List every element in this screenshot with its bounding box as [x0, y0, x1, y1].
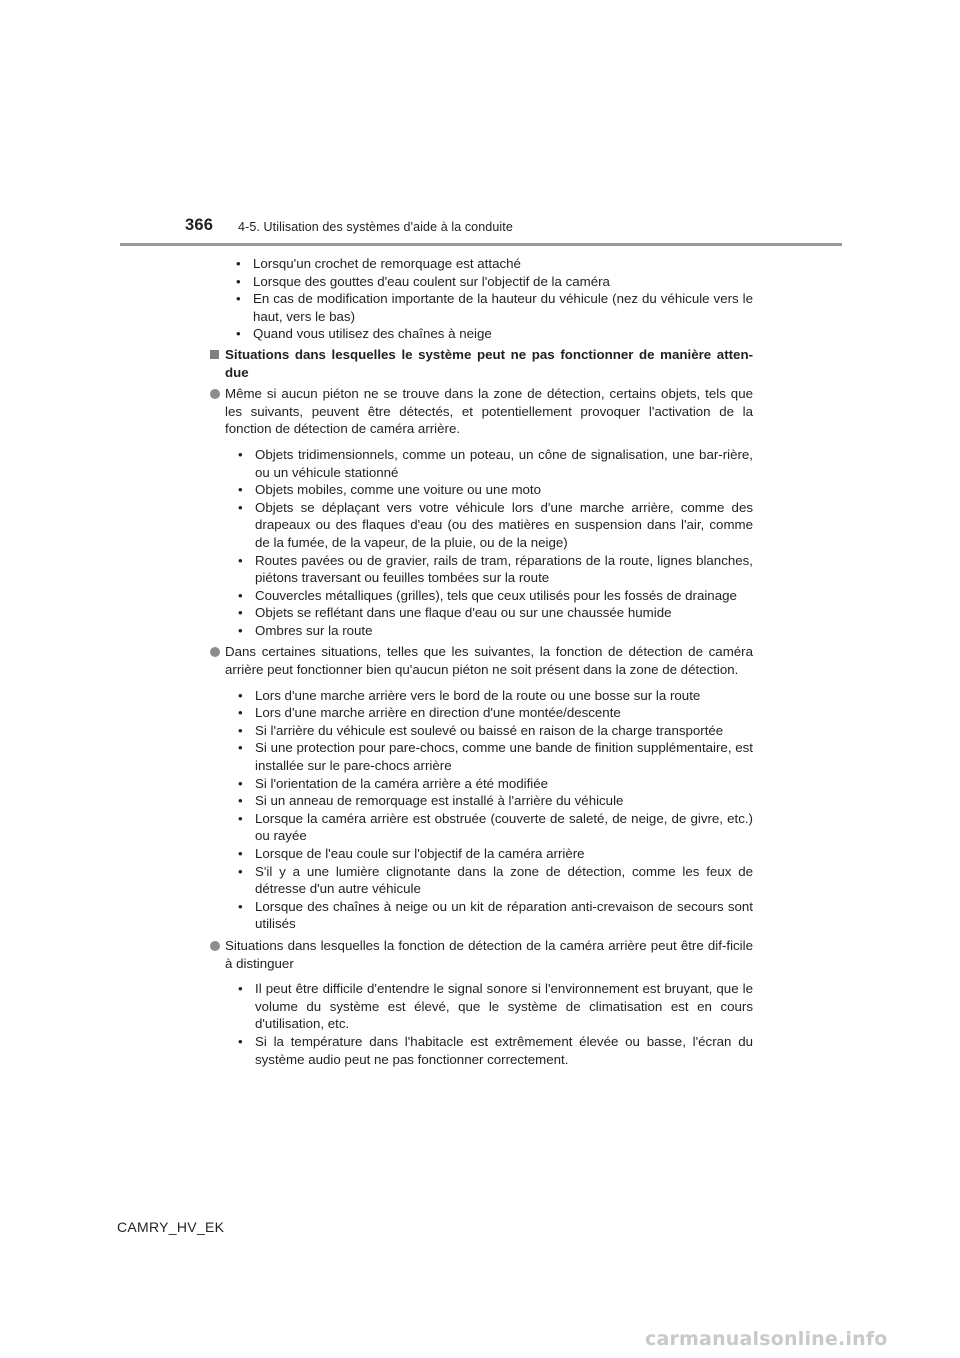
circle-bullet-icon	[210, 389, 220, 399]
section-title: 4-5. Utilisation des systèmes d'aide à la conduite	[238, 220, 513, 234]
list-item: • Quand vous utilisez des chaînes à neige	[236, 326, 492, 342]
square-bullet-icon	[210, 350, 219, 359]
sub-bullet-list	[238, 446, 753, 640]
list-item: • Lorsque des gouttes d'eau coulent sur l'objectif de la caméra	[236, 273, 610, 289]
list-item: • Lors d'une marche arrière en direction d'une montée/descente	[238, 705, 621, 721]
list-item: • Lorsque la caméra arrière est obstruée (couverte de saleté, de neige, de givre, etc.) ou rayée	[238, 810, 753, 844]
list-item: • Il peut être difficile d'entendre le signal sonore si l'environnement est bruyant, que le volume du système est élevé, que le système de climatisation est en cours d'utilisation, etc.	[238, 981, 753, 1032]
circle-bullet-icon	[210, 941, 220, 951]
sub-bullet-list	[238, 687, 753, 933]
page-number: 366	[185, 216, 214, 234]
list-item: • Lorsque de l'eau coule sur l'objectif de la caméra arrière	[238, 846, 585, 861]
list-item: • Ombres sur la route	[238, 622, 373, 638]
list-item: • Objets tridimensionnels, comme un poteau, un cône de signalisation, une bar-rière, ou un véhicule stationné	[238, 446, 753, 480]
list-item: • Objets se déplaçant vers votre véhicule lors d'une marche arrière, comme des drapeaux ou des flaques d'eau (ou des matières en suspension dans l'air, comme de la fumée, de la vapeur, de la pluie, ou de la neige)	[238, 499, 753, 550]
main-content	[208, 255, 753, 1068]
top-bullet-list	[236, 255, 753, 343]
list-item: • Si la température dans l'habitacle est extrêmement élevée ou basse, l'écran du système audio peut ne pas fonctionner correctement.	[238, 1033, 753, 1067]
list-item: • Couvercles métalliques (grilles), tels que ceux utilisés pour les fossés de drainage	[238, 587, 737, 603]
list-item: • S'il y a une lumière clignotante dans la zone de détection, comme les feux de détresse d'un autre véhicule	[238, 863, 753, 897]
circle-item: Même si aucun piéton ne se trouve dans la zone de détection, certains objets, tels que les suivants, peuvent être détectés, et potentiellement provoquer l'activation de la fonction de détection de caméra arrière. • Objets tridimensionnels, comme un poteau, un cône de signalisation, une bar-rière, ou un véhicule stationné • Objets mobiles, comme une voiture ou une moto • Objets se déplaçant vers votre véhicule lors d'une marche arrière, comme des drapeaux ou des flaques d'eau (ou des matières en suspension dans l'air, comme de la fumée, de la vapeur, de la pluie, ou de la neige) • Routes pavées ou de gravier, rails de tram, réparations de la route, lignes blanches, piétons traversant ou feuilles tombées sur la route • Couvercles métalliques (grilles), tels que ceux utilisés pour les fossés de drainage • Objets se reflétant dans une flaque d'eau ou sur une chaussée humide • Ombres sur la route	[208, 385, 753, 639]
section-heading: Situations dans lesquelles le système peut ne pas fonctionner de manière atten-due	[208, 346, 753, 381]
list-item: • En cas de modification importante de la hauteur du véhicule (nez du véhicule vers le haut, vers le bas)	[236, 291, 753, 324]
list-item: • Routes pavées ou de gravier, rails de tram, réparations de la route, lignes blanches, piétons traversant ou feuilles tombées sur la route	[238, 552, 753, 586]
list-item: • Si une protection pour pare-chocs, comme une bande de finition supplémentaire, est installée sur le pare-chocs arrière	[238, 740, 753, 774]
header-divider	[120, 243, 842, 246]
list-item: • Lorsqu'un crochet de remorquage est attaché	[236, 256, 521, 271]
sub-bullet-list	[238, 980, 753, 1068]
model-code: CAMRY_HV_EK	[117, 1219, 225, 1235]
watermark: carmanualsonline.info	[645, 1328, 888, 1350]
circle-bullet-icon	[210, 647, 220, 657]
list-item: • Si l'arrière du véhicule est soulevé ou baissé en raison de la charge transportée	[238, 722, 724, 738]
list-item: • Objets mobiles, comme une voiture ou une moto	[238, 482, 542, 498]
list-item: • Lors d'une marche arrière vers le bord de la route ou une bosse sur la route	[238, 687, 701, 703]
list-item: • Si un anneau de remorquage est installé à l'arrière du véhicule	[238, 793, 624, 809]
list-item: • Si l'orientation de la caméra arrière a été modifiée	[238, 775, 549, 791]
circle-item: Situations dans lesquelles la fonction de détection de la caméra arrière peut être dif-ficile à distinguer • Il peut être difficile d'entendre le signal sonore si l'environnement est bruyant, que le volume du système est élevé, que le système de climatisation est en cours d'utilisation, etc. • Si la température dans l'habitacle est extrêmement élevée ou basse, l'écran du système audio peut ne pas fonctionner correctement.	[208, 937, 753, 1068]
list-item: • Objets se reflétant dans une flaque d'eau ou sur une chaussée humide	[238, 605, 672, 621]
circle-item: Dans certaines situations, telles que les suivantes, la fonction de détection de caméra arrière peut fonctionner bien qu'aucun piéton ne soit présent dans la zone de détection. • Lors d'une marche arrière vers le bord de la route ou une bosse sur la route • Lors d'une marche arrière en direction d'une montée/descente • Si l'arrière du véhicule est soulevé ou baissé en raison de la charge transportée • Si une protection pour pare-chocs, comme une bande de finition supplémentaire, est installée sur le pare-chocs arrière • Si l'orientation de la caméra arrière a été modifiée • Si un anneau de remorquage est installé à l'arrière du véhicule • Lorsque la caméra arrière est obstruée (couverte de saleté, de neige, de givre, etc.) ou rayée • Lorsque de l'eau coule sur l'objectif de la caméra arrière • S'il y a une lumière clignotante dans la zone de détection, comme les feux de détresse d'un autre véhicule • Lorsque des chaînes à neige ou un kit de réparation anti-crevaison de secours sont utilisés	[208, 643, 753, 933]
list-item: • Lorsque des chaînes à neige ou un kit de réparation anti-crevaison de secours sont utilisés	[238, 898, 753, 932]
